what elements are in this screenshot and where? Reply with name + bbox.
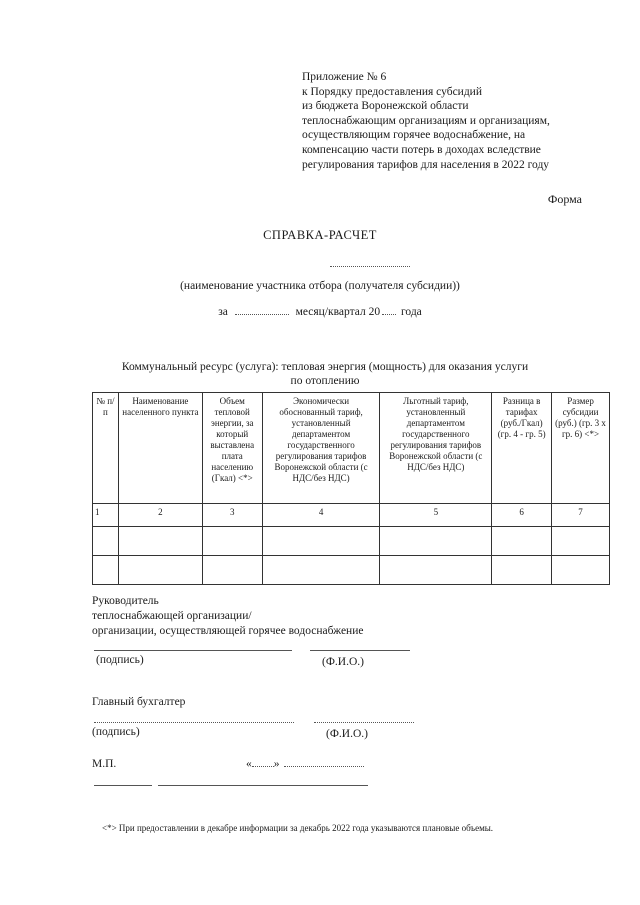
appendix-line: из бюджета Воронежской области [302, 100, 469, 113]
footnote-separator [94, 785, 152, 786]
recipient-caption: (наименование участника отбора (получателя субсидии)) [180, 280, 460, 292]
form-label: Форма [547, 192, 582, 206]
year-blank [382, 314, 396, 315]
column-number: 2 [118, 504, 202, 527]
date-field [246, 757, 364, 772]
table-cell [93, 527, 119, 556]
table-cell [552, 556, 610, 585]
footnote-text: <*> При предоставлении в декабре информации за декабрь 2022 года указываются плановые объемы. [102, 823, 494, 833]
appendix-header [302, 70, 602, 172]
header-cell: № п/п [93, 393, 119, 504]
column-number: 6 [492, 504, 552, 527]
period-middle: месяц/квартал 20 [295, 306, 381, 318]
header-cell: Размер субсидии (руб.) (гр. 3 x гр. 6) <*> [552, 393, 610, 504]
reporting-period [0, 306, 640, 318]
table-header-row [93, 393, 610, 504]
table-number-row [93, 504, 610, 527]
accountant-signature-caption: (подпись) [92, 726, 140, 738]
period-suffix: года [400, 306, 422, 318]
period-blank [235, 314, 289, 315]
date-day-blank [252, 766, 274, 767]
head-fio-caption: (Ф.И.О.) [322, 656, 364, 668]
header-cell: Льготный тариф, установленный департаментом государственного регулирования тарифов Воронежской области (с НДС/без НДС) [380, 393, 492, 504]
appendix-line: Приложение № 6 [302, 71, 387, 83]
date-month-blank [284, 766, 364, 767]
column-number: 1 [93, 504, 119, 527]
column-number: 4 [262, 504, 380, 527]
accountant-fio-caption: (Ф.И.О.) [326, 728, 368, 740]
head-fio-line [310, 650, 410, 651]
accountant-signature-line [94, 722, 294, 723]
resource-description: Коммунальный ресурс (услуга): тепловая энергия (мощность) для оказания услуги по отоплению [121, 361, 529, 387]
table-cell [262, 556, 380, 585]
stamp-label: М.П. [92, 758, 117, 770]
chief-accountant-label: Главный бухгалтер [92, 696, 186, 708]
table-cell [118, 527, 202, 556]
table-cell [118, 556, 202, 585]
table-cell [380, 527, 492, 556]
accountant-fio-line [314, 722, 414, 723]
footnote-separator [158, 785, 368, 786]
table-cell [262, 527, 380, 556]
date-quote-open: « [246, 758, 252, 770]
column-number: 7 [552, 504, 610, 527]
header-cell: Объем тепловой энергии, за который выставлена плата населению (Гкал) <*> [202, 393, 262, 504]
date-quote-close: » [273, 758, 280, 770]
document-title: СПРАВКА-РАСЧЕТ [263, 228, 377, 242]
head-title-line: теплоснабжающей организации/ [92, 610, 252, 622]
appendix-line: компенсацию части потерь в доходах вследствие [302, 143, 541, 156]
head-signature-block [92, 594, 363, 639]
table-cell [202, 527, 262, 556]
table-cell [492, 527, 552, 556]
period-prefix: за [218, 306, 228, 318]
header-cell: Разница в тарифах (руб./Гкал) (гр. 4 - гр. 5) [492, 393, 552, 504]
table-cell [552, 527, 610, 556]
head-title-line: Руководитель [92, 595, 159, 607]
header-cell: Экономически обоснованный тариф, установленный департаментом государственного регулирования тарифов Воронежской области (с НДС/без НДС) [262, 393, 380, 504]
column-number: 5 [380, 504, 492, 527]
calculation-table [92, 392, 610, 585]
head-title-line: организации, осуществляющей горячее водоснабжение [92, 625, 364, 637]
table-cell [93, 556, 119, 585]
table-row [93, 527, 610, 556]
head-signature-caption: (подпись) [96, 654, 144, 666]
appendix-line: теплоснабжающим организациям и организациям, [302, 114, 550, 127]
recipient-name-blank [330, 266, 410, 267]
table-cell [492, 556, 552, 585]
table-row [93, 556, 610, 585]
table-cell [202, 556, 262, 585]
appendix-line: к Порядку предоставления субсидий [302, 85, 482, 98]
column-number: 3 [202, 504, 262, 527]
header-cell: Наименование населенного пункта [118, 393, 202, 504]
appendix-line: регулирования тарифов для населения в 2022 году [302, 158, 550, 171]
appendix-line: осуществляющим горячее водоснабжение, на [302, 129, 526, 142]
table-cell [380, 556, 492, 585]
head-signature-line [94, 650, 292, 651]
